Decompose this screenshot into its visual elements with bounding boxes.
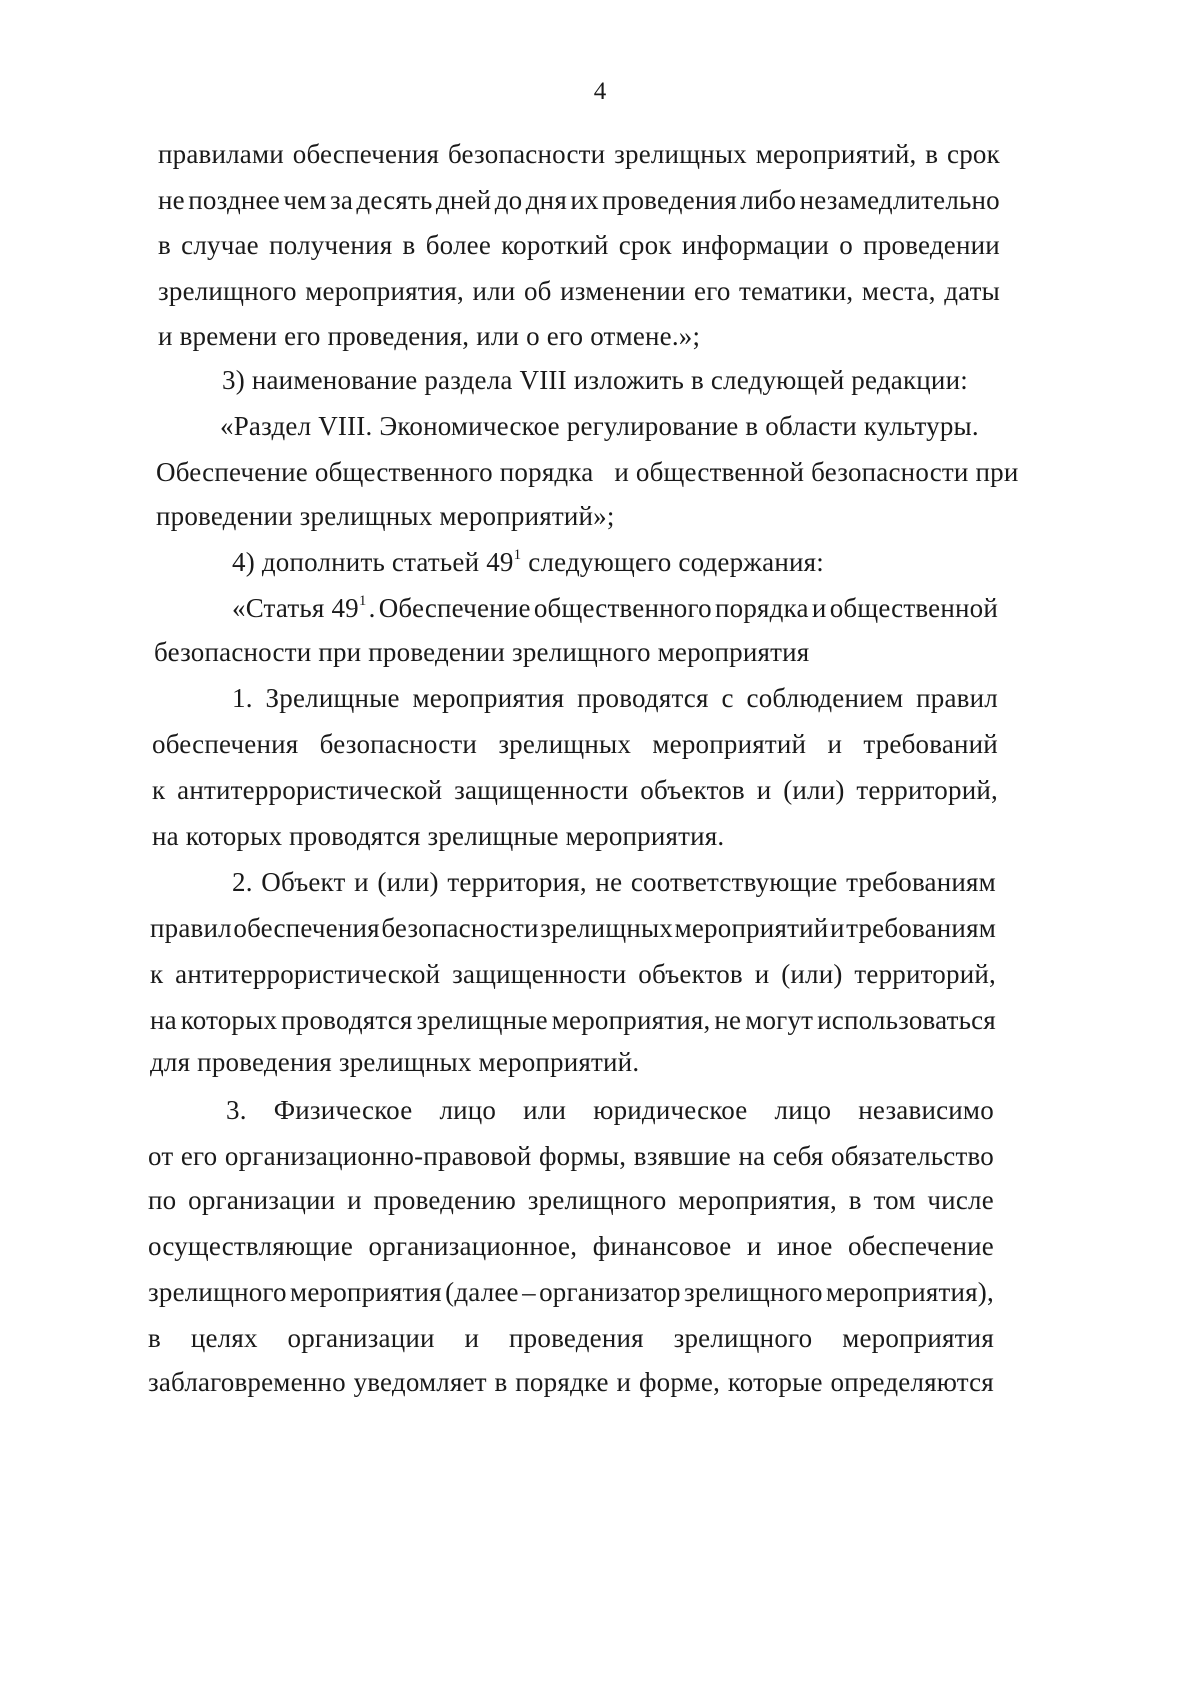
text-line: для проведения зрелищных мероприятий. [150,1047,640,1077]
word: целях [190,1323,258,1353]
word: лицо [774,1095,832,1125]
word: его [180,1141,218,1171]
word: об [523,276,552,306]
word: Физическое [273,1095,413,1125]
word: проводятся [577,683,709,713]
word: проведении [863,230,1000,260]
word: чем [283,185,327,215]
word: обеспечения [233,913,380,943]
word: информации [681,230,830,260]
word: территорий, [856,775,998,805]
word: общественной [829,593,998,623]
word: числе [927,1185,994,1215]
word: правил [916,683,998,713]
word: мероприятия [842,1323,994,1353]
word: себя [772,1141,824,1171]
word: том [873,1185,916,1215]
word: форме, [638,1367,721,1397]
line-text: следующего содержания: [521,547,824,577]
word: взявшие [633,1141,731,1171]
text-line: «Раздел VIII. Экономическое регулирование в области культуры. [220,411,979,441]
word: в [148,1323,161,1353]
word: и [464,1323,480,1353]
word: обеспечения [292,139,440,169]
word: уведомляет [353,1367,487,1397]
text-line: на которых проводятся зрелищные мероприятия. [152,821,725,851]
word: обеспечение [848,1231,994,1261]
word: территорий, [854,959,996,989]
word: в [402,230,416,260]
word: зрелищного [158,276,297,306]
word: и [754,959,770,989]
word: и [354,867,369,897]
text-line [158,138,1000,170]
word: даты [944,276,1000,306]
word: антитеррористической [177,775,443,805]
word: и [829,913,845,943]
word: мероприятия, [305,276,464,306]
word: проведения [602,185,737,215]
text-line [148,1140,994,1172]
word: защищенности [454,775,629,805]
word: зрелищных [614,139,747,169]
word: не [595,867,623,897]
word: зрелищные [416,1005,548,1035]
word: его [694,276,731,306]
word: срок [947,139,1000,169]
word: объектов [640,775,745,805]
word: территория, [447,867,587,897]
word: незамедлительно [799,185,1000,215]
word: безопасности [447,139,606,169]
word: в [848,1185,862,1215]
word: проведению [373,1185,516,1215]
word: порядке [515,1367,609,1397]
word: мероприятий [652,729,807,759]
word: по [148,1185,177,1215]
text-line [148,1184,994,1216]
word: которые [727,1367,823,1397]
word: мероприятий [674,913,829,943]
word: требованиям [846,913,996,943]
text-line [226,1094,994,1126]
word: мероприятия [290,1277,442,1307]
word: в [158,230,171,260]
word: правилами [158,139,284,169]
word: и [756,775,772,805]
word: на [738,1141,766,1171]
text-line: проведении зрелищных мероприятий»; [156,501,615,531]
word: и [811,593,827,623]
word: их [570,185,599,215]
word: иное [777,1231,833,1261]
word: лицо [439,1095,497,1125]
word: Зрелищные [265,683,400,713]
word: десять [356,185,433,215]
word: получения [269,230,393,260]
text-line [232,866,996,898]
word: места, [861,276,936,306]
word: организационно-правовой [224,1141,532,1171]
word: до [494,185,523,215]
word: проведения [509,1323,644,1353]
word: зрелищных [540,913,674,943]
word: или [472,276,516,306]
word: случае [181,230,259,260]
word: проводятся [281,1005,413,1035]
word: тематики, [739,276,854,306]
word: Обеспечение [378,593,531,623]
word: зрелищного [673,1323,813,1353]
superscript: 1 [358,593,367,609]
word: о [839,230,853,260]
word: могут [745,1005,814,1035]
word: которых [180,1005,278,1035]
word: организации [188,1185,336,1215]
word: юридическое [593,1095,748,1125]
word: формы, [538,1141,627,1171]
word: организатор [539,1277,681,1307]
text-line [148,1230,994,1262]
word: требований [863,729,998,759]
text-line: и времени его проведения, или о его отмене.»; [158,321,701,351]
text-line [158,184,1000,216]
word: определяются [830,1367,994,1397]
word: мероприятия, [551,1005,711,1035]
word: защищенности [452,959,627,989]
word: соответствующие [630,867,838,897]
text-line [150,1004,996,1036]
word: обязательство [831,1141,994,1171]
word: финансовое [592,1231,732,1261]
text-line: Обеспечение общественного порядка и общественной безопасности при [156,457,1019,487]
word: либо [740,185,797,215]
text-line [150,912,996,944]
word: в [925,139,939,169]
word: 1. [232,683,253,713]
word: от [148,1141,174,1171]
word: объектов [638,959,743,989]
text-line [148,1366,994,1398]
word: за [329,185,354,215]
word: (или) [783,775,845,805]
word: позднее [188,185,280,215]
word: срок [618,230,672,260]
word: более [425,230,492,260]
text-line [232,682,998,714]
word: и [616,1367,632,1397]
word: порядка [714,593,809,623]
text-line: 3) наименование раздела VIII изложить в следующей редакции: [222,365,968,395]
word: (или) [377,867,439,897]
word: заблаговременно [148,1367,346,1397]
text-line [232,546,824,578]
text-line [158,229,1000,261]
word: требованиям [846,867,996,897]
word: зрелищных [498,729,632,759]
word: с [721,683,734,713]
text-line [148,1322,994,1354]
word: мероприятия), [826,1277,994,1307]
word: обеспечения [152,729,299,759]
text-line [232,592,998,624]
word: 2. [232,867,253,897]
text-line [152,774,998,806]
line-text [232,592,367,624]
word: зрелищного [683,1277,823,1307]
word: соблюдением [746,683,904,713]
line-text: 4) дополнить статьей 49 [232,547,514,577]
word: не [158,185,185,215]
word: дня [525,185,567,215]
word: безопасности [381,913,539,943]
word: организации [287,1323,435,1353]
word: изменении [560,276,686,306]
word: – [522,1277,536,1307]
text-line [150,958,996,990]
line-text-after [369,592,998,624]
word: зрелищного [527,1185,667,1215]
word: к [152,775,166,805]
page-number: 4 [593,78,607,105]
word: дней [435,185,492,215]
word: антитеррористической [175,959,441,989]
word: правил [150,913,232,943]
text-line [148,1276,994,1308]
word: в [494,1367,508,1397]
word: 3. [226,1095,247,1125]
word: не [714,1005,742,1035]
word: независимо [858,1095,994,1125]
text-line: безопасности при проведении зрелищного мероприятия [154,637,810,667]
word: организационное, [368,1231,578,1261]
word: Объект [261,867,346,897]
word: (далее [445,1277,519,1307]
word: (или) [781,959,843,989]
word: мероприятия, [678,1185,837,1215]
word: общественного [533,593,712,623]
word: использоваться [817,1005,996,1035]
word: короткий [501,230,609,260]
word: мероприятий, [755,139,917,169]
word: к [150,959,164,989]
word: и [827,729,843,759]
superscript: 1 [513,547,522,563]
word: осуществляющие [148,1231,354,1261]
word: и [746,1231,762,1261]
word: или [523,1095,567,1125]
line-text-before: «Статья 49 [232,593,359,623]
word: . [368,593,376,623]
word: безопасности [319,729,478,759]
word: на [150,1005,177,1035]
word: и [347,1185,362,1215]
word: зрелищного [148,1277,287,1307]
text-line [158,275,1000,307]
word: мероприятия [412,683,565,713]
text-line [152,728,998,760]
